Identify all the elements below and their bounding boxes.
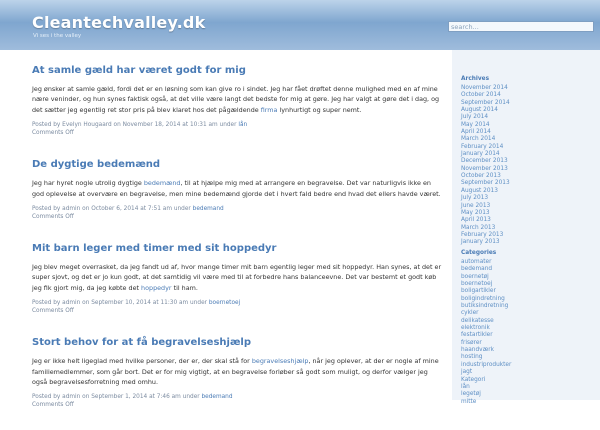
post-body-text: , til at hjælpe mig med at arrangere en begravelse. Det var naturligvis ikke en god oplevelse at overvære en begravelse, men mine bedemænd gjorde det i hvert fald bedre end hvad det ellers havde været. (32, 179, 441, 198)
post (32, 242, 442, 315)
archive-link[interactable]: August 2013 (461, 187, 498, 194)
archive-link[interactable]: April 2013 (461, 217, 491, 224)
post-byline: Posted by Evelyn Hougaard on November 18, 2014 at 10:31 am under (32, 122, 239, 129)
archive-link[interactable]: September 2014 (461, 99, 510, 106)
post-title[interactable]: De dygtige bedemænd (32, 159, 161, 171)
post-body-link[interactable]: firma (260, 105, 278, 114)
post-body-text: , når jeg oplever, at der er nogle af mine familiemedlemmer, som går bort. Det er for mig vigtigt, at en begravelse forløber så godt som muligt, og derfor vælger jeg også begravelsesforretning med omhu. (32, 357, 439, 387)
category-link[interactable]: boligartikler (461, 288, 496, 295)
archive-link[interactable]: May 2014 (461, 121, 490, 128)
archive-link[interactable]: July 2013 (461, 195, 489, 202)
category-link[interactable]: jagt (461, 369, 473, 376)
category-link[interactable]: hosting (461, 354, 483, 361)
archive-link[interactable]: November 2013 (461, 165, 508, 172)
categories-widget (461, 249, 596, 406)
category-link[interactable]: bedemand (461, 266, 493, 273)
categories-list (461, 259, 596, 406)
archive-link[interactable]: January 2013 (461, 239, 500, 246)
category-link[interactable]: cykler (461, 310, 479, 317)
post-body-text: Jeg er ikke helt ligeglad med hvilke personer, der er, der skal stå for (32, 357, 252, 366)
category-link[interactable]: boernetøj (461, 273, 489, 280)
post-list (32, 64, 442, 430)
post-byline: Posted by admin on September 1, 2014 at 7:46 am under (32, 394, 202, 401)
post-comments: Comments Off (32, 213, 74, 220)
category-link[interactable]: elektronik (461, 325, 490, 332)
post (32, 64, 442, 137)
archive-link[interactable]: February 2013 (461, 231, 504, 238)
site-tagline: Vi ses i the valley (33, 33, 82, 39)
post-body-text: lynhurtigt og super nemt. (277, 105, 362, 114)
archive-link[interactable]: February 2014 (461, 143, 504, 150)
post-meta (32, 122, 442, 130)
sidebar (452, 50, 600, 405)
search-input[interactable] (448, 21, 594, 32)
archives-list (461, 85, 596, 247)
archive-link[interactable]: December 2013 (461, 158, 508, 165)
category-link[interactable]: haandværk (461, 347, 494, 354)
post-title[interactable]: Stort behov for at få begravelseshjælp (32, 337, 252, 349)
archive-link[interactable]: October 2014 (461, 92, 501, 99)
post-body-text: Jeg blev meget overrasket, da jeg fandt ud af, hvor mange timer mit barn egentlig leger med sit hoppedyr. Han synes, at det er super sjovt, og det er jo kun godt, at det samtidig vil være med til at forbedre hans balanceevne. Det var bestemt et godt køb jeg fik gjort mig, da jeg købte det (32, 263, 442, 292)
archive-link[interactable]: September 2013 (461, 180, 510, 187)
category-link[interactable]: delikatesse (461, 317, 494, 324)
post-body-link[interactable]: begravelseshjælp (251, 357, 309, 366)
archive-link[interactable]: August 2014 (461, 107, 498, 114)
post-body (32, 356, 442, 387)
post-title[interactable]: At samle gæld har været godt for mig (32, 65, 246, 76)
category-link[interactable]: lån (461, 383, 470, 390)
category-link[interactable]: boernetoej (461, 281, 493, 288)
archive-link[interactable]: July 2014 (461, 114, 489, 121)
category-link[interactable]: mitte (461, 398, 477, 405)
post-comments: Comments Off (32, 307, 74, 314)
category-link[interactable]: festartikler (461, 332, 493, 339)
category-link[interactable]: butiksindretning (461, 303, 509, 310)
post-byline: Posted by admin on October 6, 2014 at 7:51 am under (32, 206, 193, 213)
post-body-text: Jeg ønsker at samle gæld, fordi det er en løsning som kan give ro i sindet. Jeg har fået drøftet denne mulighed med en af mine nære veninder, og hun synes faktisk også, at det ville være langt det bedste for mig at gøre. Jeg har valgt at gøre det i dag, og det sætter jeg egentlig ret stor pris på blev klaret hos det pågældende (32, 85, 440, 114)
post-body-text: til ham. (171, 283, 198, 292)
post (32, 336, 442, 409)
post-category-link[interactable]: boernetoej (208, 300, 241, 307)
post-title[interactable]: Mit barn leger med timer med sit hoppedyr (32, 243, 277, 255)
archive-link[interactable]: November 2014 (461, 85, 508, 91)
archive-link[interactable]: May 2013 (461, 209, 490, 216)
post-meta (32, 206, 442, 214)
post-body (32, 178, 442, 199)
post-meta (32, 394, 442, 402)
category-link[interactable]: frisører (461, 339, 482, 346)
post-comments: Comments Off (32, 129, 74, 136)
category-link[interactable]: boligindretning (461, 295, 505, 302)
post-body (32, 84, 442, 115)
post-category-link[interactable]: bedemand (201, 394, 233, 401)
site-title[interactable]: Cleantechvalley.dk (32, 13, 206, 32)
post-body-text: Jeg har hyret nogle utrolig dygtige (32, 179, 144, 188)
archive-link[interactable]: March 2014 (461, 136, 496, 143)
post-body (32, 262, 442, 293)
post-meta (32, 300, 442, 308)
categories-heading: Categories (461, 250, 497, 256)
archives-widget (461, 75, 596, 247)
archives-heading: Archives (461, 76, 490, 82)
archive-link[interactable]: April 2014 (461, 129, 491, 136)
site-header (0, 0, 600, 50)
post-byline: Posted by admin on September 10, 2014 at 11:30 am under (32, 300, 209, 307)
archive-link[interactable]: January 2014 (461, 151, 500, 158)
post-comments: Comments Off (32, 401, 74, 408)
category-link[interactable]: Kategori (461, 376, 486, 383)
category-link[interactable]: legetøj (461, 391, 481, 398)
category-link[interactable]: automater (461, 259, 492, 265)
archive-link[interactable]: June 2013 (461, 202, 491, 209)
post-body-link[interactable]: hoppedyr (141, 283, 172, 292)
category-link[interactable]: industriprodukter (461, 361, 512, 368)
post (32, 158, 442, 221)
post-category-link[interactable]: lån (238, 122, 248, 129)
archive-link[interactable]: October 2013 (461, 173, 501, 180)
post-category-link[interactable]: bedemand (192, 206, 224, 213)
post-body-link[interactable]: bedemænd (143, 179, 181, 188)
archive-link[interactable]: March 2013 (461, 224, 496, 231)
